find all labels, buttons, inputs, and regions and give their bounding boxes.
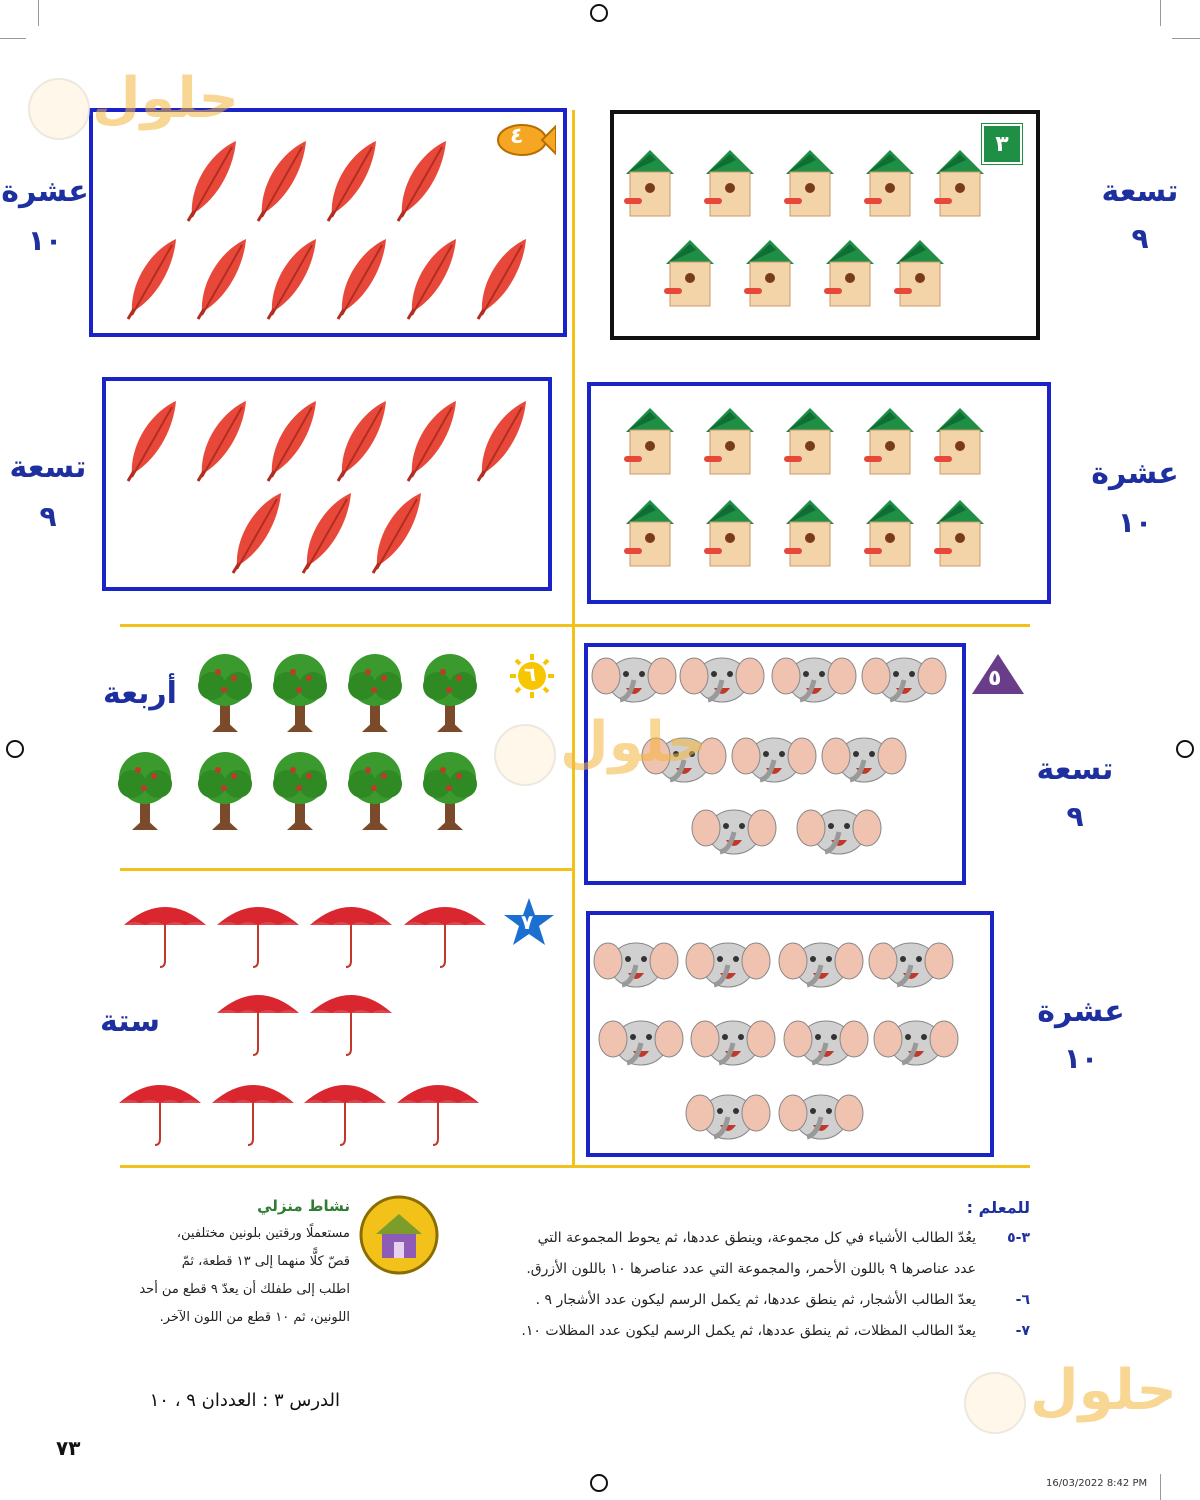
teacher-note-number [976, 1254, 1030, 1285]
exercise-7-number: ٧ [521, 910, 534, 934]
birdhouse-icon [780, 140, 840, 218]
umbrella-icon [120, 895, 210, 969]
umbrella-icon [400, 895, 490, 969]
feathers-group-9 [115, 395, 545, 590]
birdhouse-icon [740, 230, 800, 308]
teacher-note-row [440, 1254, 1030, 1285]
feather-icon [225, 487, 285, 577]
elephant-icon [777, 1087, 865, 1143]
exercise-6-badge [510, 654, 554, 698]
home-activity-icon [358, 1194, 440, 1276]
umbrella-icon [300, 1073, 390, 1147]
tree-icon [110, 748, 180, 834]
teacher-note-row [440, 1285, 1030, 1316]
tree-icon [190, 748, 260, 834]
feather-icon [190, 233, 250, 323]
exercise-4-number: ٤ [510, 124, 524, 149]
label-word-10-right: عشرة [1091, 456, 1179, 491]
teacher-note-row [440, 1316, 1030, 1347]
birdhouse-icon [620, 140, 680, 218]
elephant-icon [684, 1087, 772, 1143]
house-icon [358, 1194, 440, 1276]
elephants-group-10 [592, 935, 987, 1150]
feather-icon [120, 395, 180, 485]
exercise-5-number: ٥ [988, 666, 1002, 691]
home-activity-line: اللونين، ثم ١٠ قطع من اللون الآخر. [159, 1310, 350, 1325]
birdhouse-icon [860, 398, 920, 476]
label-word-9-left: تسعة [9, 450, 87, 485]
elephant-icon [592, 935, 680, 991]
label-number-10-bottom-right: ١٠ [1063, 1042, 1099, 1075]
umbrella-icon [306, 895, 396, 969]
umbrella-icon [393, 1073, 483, 1147]
umbrella-icon [213, 895, 303, 969]
registration-mark-top [590, 4, 608, 22]
elephant-icon [730, 730, 818, 786]
elephant-icon [684, 935, 772, 991]
elephant-icon [820, 730, 908, 786]
feather-icon [120, 233, 180, 323]
teacher-note-text: يعدّ الطالب الأشجار، ثم ينطق عددها، ثم يكمل الرسم ليكون عدد الأشجار ٩ . [535, 1292, 976, 1308]
birdhouses-group-10 [600, 398, 1040, 598]
umbrella-icon [208, 1073, 298, 1147]
feather-icon [470, 395, 530, 485]
elephant-icon [597, 1013, 685, 1069]
feather-icon [330, 395, 390, 485]
birdhouse-icon [700, 140, 760, 218]
birdhouse-icon [660, 230, 720, 308]
elephant-icon [795, 802, 883, 858]
watermark-logo-circle [494, 724, 556, 786]
label-number-9-left: ٩ [39, 500, 57, 533]
label-word-10-bottom-right: عشرة [1037, 994, 1125, 1029]
feather-icon [470, 233, 530, 323]
birdhouse-icon [930, 140, 990, 218]
exercise-7-badge [502, 896, 556, 948]
elephant-icon [689, 1013, 777, 1069]
feather-icon [400, 233, 460, 323]
registration-mark-bottom [590, 1474, 608, 1492]
teacher-note-number: ٣-٥ [1007, 1230, 1030, 1246]
crop-mark [0, 38, 26, 39]
teacher-note-row [440, 1223, 1030, 1254]
home-activity-line: مستعملًا ورقتين بلونين مختلفين، [176, 1226, 350, 1241]
teacher-note-text: عدد عناصرها ٩ باللون الأحمر، والمجموعة التي عدد عناصرها ١٠ باللون الأزرق. [526, 1261, 976, 1277]
label-number-10-top-left: ١٠ [27, 224, 63, 257]
home-activity-line: قصّ كلًّا منهما إلى ١٣ قطعة، ثمّ [181, 1254, 350, 1269]
elephant-icon [867, 935, 955, 991]
watermark-text: حلول [92, 66, 239, 131]
label-word-9-mid-right: تسعة [1036, 752, 1114, 787]
birdhouse-icon [620, 398, 680, 476]
birdhouse-icon [930, 490, 990, 568]
birdhouse-icon [930, 398, 990, 476]
label-word-trees: أربعة [103, 676, 177, 711]
feathers-group-10 [110, 135, 560, 330]
tree-icon [340, 748, 410, 834]
label-number-9-top-right: ٩ [1131, 222, 1149, 255]
label-word-10-top-left: عشرة [1, 174, 89, 209]
home-activity [130, 1192, 350, 1332]
registration-mark-left [6, 740, 24, 758]
umbrella-icon [213, 983, 303, 1057]
feather-icon [365, 487, 425, 577]
lesson-title: الدرس ٣ : العددان ٩ ، ١٠ [149, 1390, 340, 1411]
birdhouses-group-9 [620, 140, 1030, 330]
watermark-logo-circle [964, 1372, 1026, 1434]
exercise-6-number: ٦ [524, 662, 537, 686]
birdhouse-icon [700, 398, 760, 476]
tree-icon [190, 650, 260, 736]
feather-icon [400, 395, 460, 485]
birdhouse-icon [700, 490, 760, 568]
print-timestamp: 16/03/2022 8:42 PM [1046, 1478, 1148, 1489]
birdhouse-icon [860, 140, 920, 218]
feather-icon [330, 233, 390, 323]
feather-icon [320, 135, 380, 225]
birdhouse-icon [820, 230, 880, 308]
crop-mark [1160, 1474, 1161, 1500]
feather-icon [260, 233, 320, 323]
elephant-icon [777, 935, 865, 991]
elephant-icon [770, 650, 858, 706]
feather-icon [190, 395, 250, 485]
label-number-9-mid-right: ٩ [1066, 800, 1084, 833]
feather-icon [250, 135, 310, 225]
label-word-umbrellas: ستة [100, 1004, 160, 1039]
umbrella-icon [115, 1073, 205, 1147]
birdhouse-icon [780, 398, 840, 476]
birdhouse-icon [890, 230, 950, 308]
exercise-5-badge [970, 652, 1026, 696]
umbrella-icon [306, 983, 396, 1057]
elephant-icon [590, 650, 678, 706]
tree-icon [265, 650, 335, 736]
label-number-10-right: ١٠ [1117, 506, 1153, 539]
tree-icon [415, 650, 485, 736]
exercise-3-badge: ٣ [982, 124, 1022, 164]
elephant-icon [782, 1013, 870, 1069]
elephant-icon [872, 1013, 960, 1069]
registration-mark-right [1176, 740, 1194, 758]
teacher-notes-title: للمعلم : [966, 1198, 1030, 1217]
feather-icon [390, 135, 450, 225]
elephant-icon [860, 650, 948, 706]
home-activity-line: اطلب إلى طفلك أن يعدّ ٩ قطع من أحد [139, 1282, 350, 1297]
feather-icon [295, 487, 355, 577]
home-activity-title: نشاط منزلي [257, 1197, 350, 1215]
crop-mark [1172, 38, 1200, 39]
birdhouse-icon [620, 490, 680, 568]
tree-icon [415, 748, 485, 834]
feather-icon [180, 135, 240, 225]
teacher-note-number: ٦- [1015, 1292, 1030, 1308]
birdhouse-icon [860, 490, 920, 568]
elephant-icon [690, 802, 778, 858]
teacher-notes [440, 1192, 1030, 1347]
tree-icon [340, 650, 410, 736]
page-number: ٧٣ [56, 1436, 81, 1460]
feather-icon [260, 395, 320, 485]
elephant-icon [678, 650, 766, 706]
watermark-text: حلول [560, 710, 707, 775]
tree-icon [265, 748, 335, 834]
watermark-text: حلول [1030, 1358, 1177, 1423]
crop-mark [38, 0, 39, 26]
umbrellas-group [110, 895, 500, 1160]
label-word-9-top-right: تسعة [1101, 174, 1179, 209]
trees-group [110, 650, 490, 840]
watermark-logo-circle [28, 78, 90, 140]
birdhouse-icon [780, 490, 840, 568]
crop-mark [1160, 0, 1161, 26]
teacher-note-text: يعُدّ الطالب الأشياء في كل مجموعة، وينطق عددها، ثم يحوط المجموعة التي [537, 1230, 976, 1246]
teacher-note-number: ٧- [1015, 1323, 1030, 1339]
teacher-note-text: يعدّ الطالب المظلات، ثم ينطق عددها، ثم يكمل الرسم ليكون عدد المظلات ١٠. [521, 1323, 976, 1339]
